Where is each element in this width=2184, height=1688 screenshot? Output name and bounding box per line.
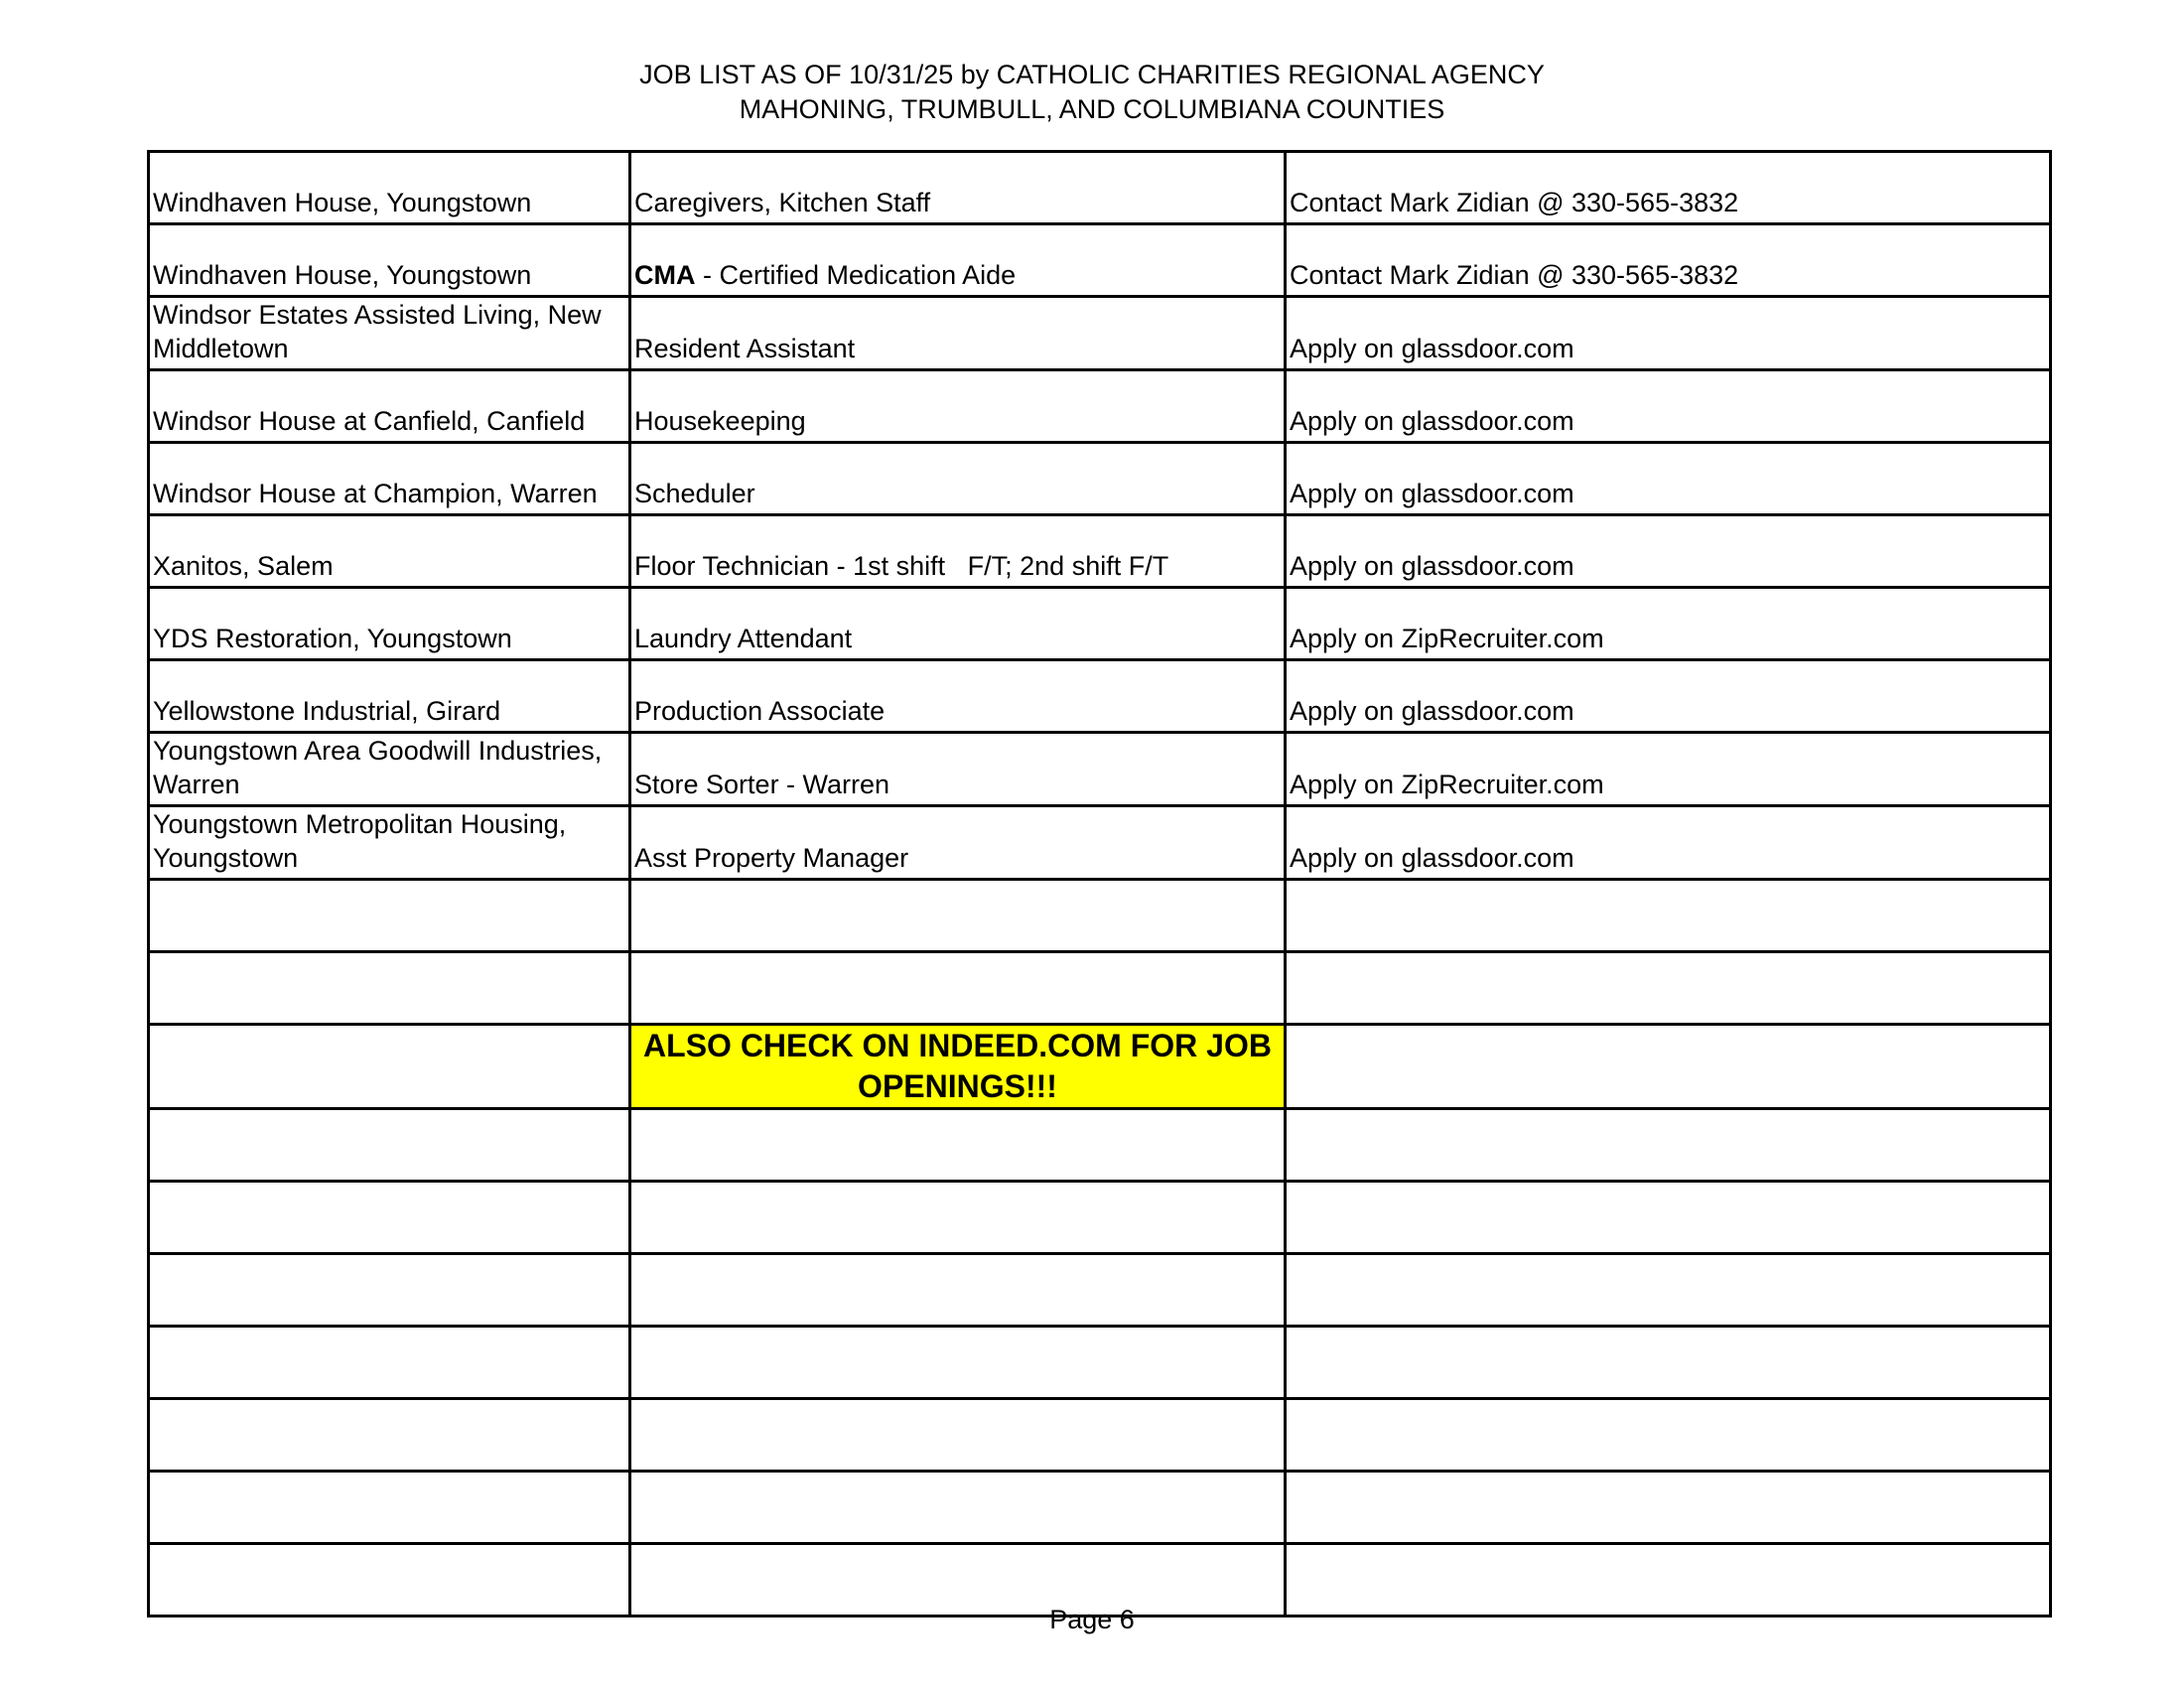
position-cell: Laundry Attendant bbox=[630, 588, 1286, 660]
empty-cell bbox=[1286, 1327, 2051, 1399]
position-cell bbox=[630, 224, 1286, 297]
contact-cell: Apply on glassdoor.com bbox=[1286, 806, 2051, 880]
empty-row bbox=[149, 880, 2051, 952]
empty-row bbox=[149, 1399, 2051, 1472]
position-cell: Scheduler bbox=[630, 443, 1286, 515]
empty-row bbox=[149, 1327, 2051, 1399]
position-cell: Store Sorter - Warren bbox=[630, 733, 1286, 806]
table-row bbox=[149, 660, 2051, 733]
employer-cell: Windsor House at Canfield, Canfield bbox=[149, 370, 630, 443]
position-cell: Resident Assistant bbox=[630, 297, 1286, 370]
page-title: JOB LIST AS OF 10/31/25 by CATHOLIC CHARITIES REGIONAL AGENCY bbox=[639, 60, 1545, 89]
empty-cell bbox=[630, 880, 1286, 952]
empty-cell bbox=[149, 880, 630, 952]
employer-cell: Windsor Estates Assisted Living, New Middletown bbox=[149, 297, 630, 370]
position-cell: Floor Technician - 1st shift F/T; 2nd shift F/T bbox=[630, 515, 1286, 588]
table-row bbox=[149, 297, 2051, 370]
employer-cell: Youngstown Metropolitan Housing, Youngstown bbox=[149, 806, 630, 880]
empty-cell bbox=[630, 1399, 1286, 1472]
table-row bbox=[149, 370, 2051, 443]
table-row bbox=[149, 224, 2051, 297]
employer-cell: Youngstown Area Goodwill Industries, Warren bbox=[149, 733, 630, 806]
contact-cell: Contact Mark Zidian @ 330-565-3832 bbox=[1286, 224, 2051, 297]
empty-cell bbox=[1286, 1472, 2051, 1544]
position-abbreviation: CMA bbox=[634, 260, 696, 290]
empty-row bbox=[149, 1182, 2051, 1254]
empty-cell bbox=[1286, 880, 2051, 952]
empty-row bbox=[149, 1472, 2051, 1544]
indeed-notice: ALSO CHECK ON INDEED.COM FOR JOB OPENINGS!!! bbox=[630, 1025, 1286, 1109]
table-row bbox=[149, 515, 2051, 588]
position-description: - Certified Medication Aide bbox=[695, 260, 1017, 290]
contact-cell: Apply on ZipRecruiter.com bbox=[1286, 588, 2051, 660]
empty-row bbox=[149, 1109, 2051, 1182]
empty-cell bbox=[1286, 1109, 2051, 1182]
table-row bbox=[149, 806, 2051, 880]
employer-cell: Windsor House at Champion, Warren bbox=[149, 443, 630, 515]
contact-cell: Contact Mark Zidian @ 330-565-3832 bbox=[1286, 152, 2051, 224]
page-subtitle: MAHONING, TRUMBULL, AND COLUMBIANA COUNTIES bbox=[739, 94, 1445, 124]
empty-cell bbox=[149, 1254, 630, 1327]
page-header bbox=[0, 58, 2184, 127]
empty-cell bbox=[149, 952, 630, 1025]
contact-cell: Apply on glassdoor.com bbox=[1286, 297, 2051, 370]
table-row bbox=[149, 588, 2051, 660]
job-list-table bbox=[147, 150, 2052, 1618]
employer-cell: Yellowstone Industrial, Girard bbox=[149, 660, 630, 733]
empty-cell bbox=[1286, 952, 2051, 1025]
table-row bbox=[149, 152, 2051, 224]
contact-cell: Apply on glassdoor.com bbox=[1286, 443, 2051, 515]
notice-row bbox=[149, 1025, 2051, 1109]
table-row bbox=[149, 733, 2051, 806]
position-cell: Production Associate bbox=[630, 660, 1286, 733]
contact-cell: Apply on ZipRecruiter.com bbox=[1286, 733, 2051, 806]
empty-cell bbox=[149, 1182, 630, 1254]
contact-cell: Apply on glassdoor.com bbox=[1286, 660, 2051, 733]
empty-cell bbox=[1286, 1025, 2051, 1109]
employer-cell: Windhaven House, Youngstown bbox=[149, 224, 630, 297]
empty-cell bbox=[630, 1472, 1286, 1544]
empty-cell bbox=[149, 1025, 630, 1109]
empty-cell bbox=[149, 1399, 630, 1472]
contact-cell: Apply on glassdoor.com bbox=[1286, 370, 2051, 443]
empty-cell bbox=[630, 1327, 1286, 1399]
empty-cell bbox=[149, 1327, 630, 1399]
empty-cell bbox=[630, 1254, 1286, 1327]
table-row bbox=[149, 443, 2051, 515]
empty-cell bbox=[1286, 1182, 2051, 1254]
empty-cell bbox=[149, 1472, 630, 1544]
position-cell: Housekeeping bbox=[630, 370, 1286, 443]
empty-row bbox=[149, 952, 2051, 1025]
empty-cell bbox=[630, 1109, 1286, 1182]
empty-cell bbox=[1286, 1254, 2051, 1327]
position-cell: Caregivers, Kitchen Staff bbox=[630, 152, 1286, 224]
empty-cell bbox=[1286, 1399, 2051, 1472]
employer-cell: Xanitos, Salem bbox=[149, 515, 630, 588]
empty-row bbox=[149, 1254, 2051, 1327]
employer-cell: YDS Restoration, Youngstown bbox=[149, 588, 630, 660]
empty-cell bbox=[630, 952, 1286, 1025]
position-cell: Asst Property Manager bbox=[630, 806, 1286, 880]
contact-cell: Apply on glassdoor.com bbox=[1286, 515, 2051, 588]
employer-cell: Windhaven House, Youngstown bbox=[149, 152, 630, 224]
page-number: Page 6 bbox=[1049, 1605, 1135, 1634]
empty-cell bbox=[149, 1109, 630, 1182]
empty-cell bbox=[630, 1182, 1286, 1254]
